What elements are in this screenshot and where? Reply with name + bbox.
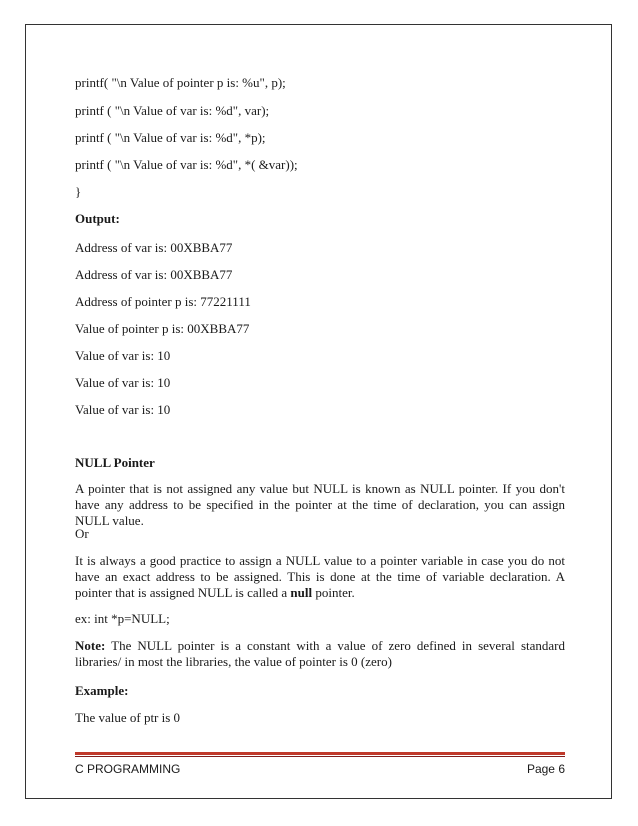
output-line: Value of var is: 10	[75, 402, 171, 417]
paragraph-good-practice	[75, 553, 565, 601]
code-line: }	[75, 184, 82, 199]
note-paragraph	[75, 638, 565, 670]
output-line: Address of var is: 00XBBA77	[75, 240, 233, 255]
paragraph-null-definition: A pointer that is not assigned any value but NULL is known as NULL pointer. If you don't have any address to be specified in the pointer at the time of declaration, you can assign NULL value.	[75, 481, 565, 528]
footer-page-number: Page 6	[526, 762, 565, 776]
example-heading-text: Example:	[75, 683, 129, 698]
footer-rule	[75, 752, 565, 755]
code-line: printf ( "\n Value of var is: %d", *( &var));	[75, 157, 298, 172]
para2-tail: pointer.	[312, 585, 355, 600]
output-line: Value of var is: 10	[75, 375, 171, 390]
output-line: Value of pointer p is: 00XBBA77	[75, 321, 250, 336]
section-heading	[75, 455, 155, 471]
example-heading	[75, 683, 128, 699]
para2-text: It is always a good practice to assign a NULL value to a pointer variable in case you do not have an exact address to be assigned. This is done at the time of variable declaration. A pointer that is assigned NULL is called a	[75, 553, 565, 600]
note-label: Note:	[75, 638, 106, 653]
null-keyword: null	[290, 585, 313, 600]
code-line: printf( "\n Value of pointer p is: %u", p);	[75, 75, 286, 90]
output-line: Address of pointer p is: 77221111	[75, 294, 251, 309]
footer-rule-secondary	[75, 756, 565, 757]
code-line: printf ( "\n Value of var is: %d", var);	[75, 103, 270, 118]
or-text: Or	[75, 526, 89, 541]
output-line: Value of var is: 10	[75, 348, 171, 363]
output-heading-text: Output:	[75, 211, 120, 226]
note-text: The NULL pointer is a constant with a value of zero defined in several standard libraries/ in most the libraries, the value of pointer is 0 (zero)	[75, 638, 565, 669]
footer-title: C PROGRAMMING	[75, 762, 181, 776]
null-pointer-heading: NULL Pointer	[75, 455, 155, 470]
code-line: printf ( "\n Value of var is: %d", *p);	[75, 130, 266, 145]
example-code-line: ex: int *p=NULL;	[75, 611, 170, 626]
output-heading	[75, 211, 120, 227]
output-line: Address of var is: 00XBBA77	[75, 267, 233, 282]
example-text: The value of ptr is 0	[75, 710, 181, 725]
